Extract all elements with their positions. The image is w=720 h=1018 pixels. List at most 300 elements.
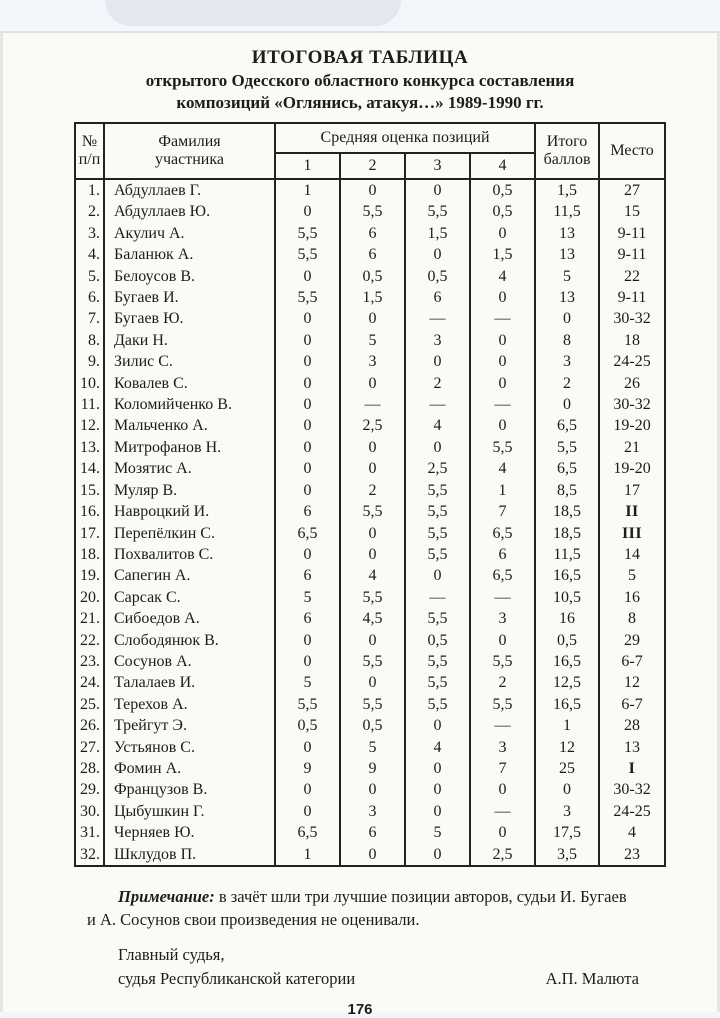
cell-num: 26.	[75, 715, 104, 736]
cell-score-2: 3	[340, 801, 405, 822]
table-row	[75, 394, 665, 415]
cell-place: 6-7	[599, 694, 665, 715]
cell-num: 21.	[75, 608, 104, 629]
header-row-1	[75, 123, 665, 153]
cell-place: 9-11	[599, 287, 665, 308]
page-number: 176	[347, 1001, 373, 1018]
document-subtitle-line1: открытого Одесского областного конкурса составления	[145, 71, 575, 90]
cell-score-3: 0	[405, 844, 470, 866]
cell-score-3: 0	[405, 437, 470, 458]
table-row	[75, 523, 665, 544]
cell-score-4: 5,5	[470, 437, 535, 458]
cell-score-3: 5,5	[405, 201, 470, 222]
cell-num: 14.	[75, 458, 104, 479]
cell-score-3: 4	[405, 737, 470, 758]
cell-total: 3	[535, 801, 599, 822]
cell-place: 13	[599, 737, 665, 758]
table-row	[75, 779, 665, 800]
cell-num: 5.	[75, 266, 104, 287]
cell-name: Перепёлкин С.	[104, 523, 275, 544]
cell-total: 11,5	[535, 201, 599, 222]
table-row	[75, 373, 665, 394]
cell-score-1: 5,5	[275, 244, 340, 265]
cell-score-2: 0	[340, 844, 405, 866]
col-header-score-3: 3	[405, 153, 470, 179]
cell-num: 2.	[75, 201, 104, 222]
cell-num: 11.	[75, 394, 104, 415]
cell-num: 8.	[75, 330, 104, 351]
cell-score-2: 0	[340, 779, 405, 800]
cell-score-3: 0	[405, 801, 470, 822]
cell-score-1: 0	[275, 737, 340, 758]
cell-total: 3,5	[535, 844, 599, 866]
cell-name: Цыбушкин Г.	[104, 801, 275, 822]
cell-score-3: 4	[405, 415, 470, 436]
cell-total: 13	[535, 287, 599, 308]
cell-score-4: 0,5	[470, 201, 535, 222]
cell-name: Ковалев С.	[104, 373, 275, 394]
cell-score-4: 2	[470, 672, 535, 693]
table-row	[75, 501, 665, 522]
cell-name: Похвалитов С.	[104, 544, 275, 565]
cell-score-1: 0	[275, 415, 340, 436]
cell-score-3: —	[405, 308, 470, 329]
cell-name: Навроцкий И.	[104, 501, 275, 522]
cell-total: 0	[535, 779, 599, 800]
cell-total: 25	[535, 758, 599, 779]
cell-total: 2	[535, 373, 599, 394]
cell-total: 1	[535, 715, 599, 736]
cell-num: 13.	[75, 437, 104, 458]
cell-total: 13	[535, 244, 599, 265]
col-header-score-2: 2	[340, 153, 405, 179]
cell-score-3: 0	[405, 565, 470, 586]
cell-place: 23	[599, 844, 665, 866]
table-row	[75, 844, 665, 866]
cell-num: 29.	[75, 779, 104, 800]
cell-score-2: 5	[340, 330, 405, 351]
cell-score-1: 0	[275, 651, 340, 672]
cell-score-1: 0	[275, 330, 340, 351]
note-line1	[87, 886, 645, 909]
cell-score-2: 0	[340, 544, 405, 565]
cell-score-1: 0	[275, 779, 340, 800]
cell-place: 30-32	[599, 394, 665, 415]
cell-score-2: 5,5	[340, 201, 405, 222]
col-header-scores-group: Средняя оценка позиций	[275, 123, 535, 153]
cell-name: Абдуллаев Г.	[104, 179, 275, 201]
table-row	[75, 179, 665, 201]
col-header-num	[75, 123, 104, 179]
cell-score-2: 3	[340, 351, 405, 372]
cell-score-2: 0,5	[340, 266, 405, 287]
cell-num: 16.	[75, 501, 104, 522]
signature-line2: судья Республиканской категории	[118, 969, 356, 988]
cell-score-3: 5,5	[405, 501, 470, 522]
cell-name: Терехов А.	[104, 694, 275, 715]
cell-score-4: 0	[470, 287, 535, 308]
cell-score-4: 1	[470, 480, 535, 501]
cell-total: 12	[535, 737, 599, 758]
cell-score-4: —	[470, 587, 535, 608]
table-row	[75, 244, 665, 265]
document-subtitle-line2: композиций «Оглянись, атакуя…» 1989-1990 гг.	[176, 92, 544, 112]
cell-place: 8	[599, 608, 665, 629]
cell-name: Сапегин А.	[104, 565, 275, 586]
cell-score-1: 6	[275, 608, 340, 629]
cell-score-4: 3	[470, 608, 535, 629]
cell-place: 5	[599, 565, 665, 586]
signature-line1: Главный судья,	[118, 945, 225, 964]
cell-score-3: 5,5	[405, 480, 470, 501]
cell-num: 31.	[75, 822, 104, 843]
cell-total: 12,5	[535, 672, 599, 693]
cell-num: 10.	[75, 373, 104, 394]
cell-num: 15.	[75, 480, 104, 501]
cell-place: 18	[599, 330, 665, 351]
cell-num: 12.	[75, 415, 104, 436]
cell-score-4: 4	[470, 458, 535, 479]
cell-total: 18,5	[535, 501, 599, 522]
cell-total: 6,5	[535, 415, 599, 436]
cell-name: Сибоедов А.	[104, 608, 275, 629]
cell-place: 26	[599, 373, 665, 394]
cell-score-4: 0	[470, 223, 535, 244]
cell-score-2: 1,5	[340, 287, 405, 308]
cell-score-2: 2	[340, 480, 405, 501]
cell-score-3: 0	[405, 758, 470, 779]
cell-score-2: 0	[340, 179, 405, 201]
table-row	[75, 630, 665, 651]
signature-name: А.П. Малюта	[545, 969, 639, 988]
cell-score-4: —	[470, 394, 535, 415]
cell-num: 20.	[75, 587, 104, 608]
signature-block	[118, 943, 639, 991]
cell-total: 0,5	[535, 630, 599, 651]
cell-score-4: 0	[470, 351, 535, 372]
cell-name: Бугаев И.	[104, 287, 275, 308]
cell-name: Баланюк А.	[104, 244, 275, 265]
col-header-total	[535, 123, 599, 179]
cell-score-2: 9	[340, 758, 405, 779]
cell-score-3: 5,5	[405, 523, 470, 544]
cell-score-2: 2,5	[340, 415, 405, 436]
cell-score-4: 1,5	[470, 244, 535, 265]
cell-name: Мальченко А.	[104, 415, 275, 436]
cell-score-2: —	[340, 394, 405, 415]
cell-place: 9-11	[599, 223, 665, 244]
cell-total: 17,5	[535, 822, 599, 843]
cell-score-3: —	[405, 394, 470, 415]
cell-total: 0	[535, 394, 599, 415]
cell-name: Митрофанов Н.	[104, 437, 275, 458]
col-header-place: Место	[599, 123, 665, 179]
cell-score-1: 5,5	[275, 287, 340, 308]
cell-total: 13	[535, 223, 599, 244]
cell-score-1: 0	[275, 373, 340, 394]
cell-score-4: 0	[470, 330, 535, 351]
table-row	[75, 801, 665, 822]
results-table	[74, 122, 666, 867]
cell-total: 16,5	[535, 565, 599, 586]
col-header-total-line2: баллов	[543, 151, 591, 168]
cell-place: 15	[599, 201, 665, 222]
cell-score-3: 5,5	[405, 651, 470, 672]
table-row	[75, 330, 665, 351]
cell-score-2: 0	[340, 458, 405, 479]
cell-num: 32.	[75, 844, 104, 866]
cell-num: 9.	[75, 351, 104, 372]
cell-score-4: 2,5	[470, 844, 535, 866]
cell-place: 6-7	[599, 651, 665, 672]
table-row	[75, 758, 665, 779]
table-row	[75, 287, 665, 308]
cell-total: 16,5	[535, 651, 599, 672]
cell-place: 9-11	[599, 244, 665, 265]
cell-score-4: 0	[470, 822, 535, 843]
cell-name: Мозятис А.	[104, 458, 275, 479]
cell-place: 30-32	[599, 779, 665, 800]
cell-total: 3	[535, 351, 599, 372]
cell-place: 28	[599, 715, 665, 736]
cell-name: Бугаев Ю.	[104, 308, 275, 329]
table-row	[75, 694, 665, 715]
cell-score-1: 6	[275, 501, 340, 522]
cell-name: Белоусов В.	[104, 266, 275, 287]
cell-place: I	[599, 758, 665, 779]
cell-name: Устьянов С.	[104, 737, 275, 758]
cell-num: 27.	[75, 737, 104, 758]
cell-total: 18,5	[535, 523, 599, 544]
cell-num: 30.	[75, 801, 104, 822]
cell-total: 5	[535, 266, 599, 287]
cell-score-1: 0	[275, 437, 340, 458]
col-header-score-1: 1	[275, 153, 340, 179]
cell-score-2: 4,5	[340, 608, 405, 629]
cell-score-4: —	[470, 801, 535, 822]
cell-place: 16	[599, 587, 665, 608]
cell-num: 7.	[75, 308, 104, 329]
cell-place: II	[599, 501, 665, 522]
cell-score-4: 7	[470, 758, 535, 779]
cell-score-1: 5,5	[275, 223, 340, 244]
cell-name: Коломийченко В.	[104, 394, 275, 415]
cell-name: Черняев Ю.	[104, 822, 275, 843]
cell-num: 25.	[75, 694, 104, 715]
table-row	[75, 608, 665, 629]
cell-place: 21	[599, 437, 665, 458]
cell-score-2: 0,5	[340, 715, 405, 736]
table-row	[75, 415, 665, 436]
table-row	[75, 587, 665, 608]
note	[87, 886, 645, 931]
cell-score-1: 0	[275, 308, 340, 329]
cell-score-2: 6	[340, 244, 405, 265]
cell-name: Сарсак С.	[104, 587, 275, 608]
cell-score-4: 0	[470, 779, 535, 800]
table-row	[75, 201, 665, 222]
cell-score-2: 6	[340, 822, 405, 843]
document-page	[0, 33, 720, 1018]
cell-name: Трейгут Э.	[104, 715, 275, 736]
cell-num: 4.	[75, 244, 104, 265]
cell-score-2: 5,5	[340, 694, 405, 715]
table-row	[75, 308, 665, 329]
table-row	[75, 715, 665, 736]
cell-score-1: 6	[275, 565, 340, 586]
cell-place: 22	[599, 266, 665, 287]
table-row	[75, 458, 665, 479]
cell-score-1: 5	[275, 587, 340, 608]
cell-score-2: 6	[340, 223, 405, 244]
cell-score-1: 6,5	[275, 822, 340, 843]
signature-line2-row	[118, 967, 639, 991]
table-row	[75, 651, 665, 672]
table-row	[75, 822, 665, 843]
cell-place: 24-25	[599, 351, 665, 372]
cell-num: 3.	[75, 223, 104, 244]
cell-score-1: 0	[275, 458, 340, 479]
cell-score-2: 5,5	[340, 587, 405, 608]
cell-score-4: 6	[470, 544, 535, 565]
cell-num: 24.	[75, 672, 104, 693]
cell-score-4: 0	[470, 415, 535, 436]
cell-score-1: 0	[275, 630, 340, 651]
cell-num: 23.	[75, 651, 104, 672]
document-title: ИТОГОВАЯ ТАБЛИЦА	[251, 47, 469, 68]
cell-score-1: 5,5	[275, 694, 340, 715]
cell-name: Фомин А.	[104, 758, 275, 779]
cell-score-3: 0	[405, 715, 470, 736]
cell-score-2: 0	[340, 630, 405, 651]
browser-tab-shape[interactable]	[105, 0, 401, 26]
cell-score-3: 0	[405, 779, 470, 800]
cell-total: 16,5	[535, 694, 599, 715]
cell-score-3: 0	[405, 351, 470, 372]
cell-score-4: 0	[470, 373, 535, 394]
table-row	[75, 544, 665, 565]
cell-score-2: 0	[340, 672, 405, 693]
cell-place: 12	[599, 672, 665, 693]
cell-score-2: 5,5	[340, 501, 405, 522]
cell-total: 10,5	[535, 587, 599, 608]
cell-score-3: 0	[405, 244, 470, 265]
cell-total: 8	[535, 330, 599, 351]
table-row	[75, 437, 665, 458]
col-header-num-line2: п/п	[78, 151, 101, 168]
cell-score-3: 0,5	[405, 266, 470, 287]
cell-score-1: 0	[275, 480, 340, 501]
note-label: Примечание:	[118, 887, 215, 906]
cell-score-4: 6,5	[470, 565, 535, 586]
cell-place: III	[599, 523, 665, 544]
cell-score-2: 0	[340, 437, 405, 458]
table-row	[75, 565, 665, 586]
cell-score-1: 9	[275, 758, 340, 779]
cell-name: Даки Н.	[104, 330, 275, 351]
results-table-body	[75, 179, 665, 866]
note-line2: и А. Сосунов свои произведения не оценивали.	[87, 909, 420, 929]
cell-score-4: 0	[470, 630, 535, 651]
cell-num: 19.	[75, 565, 104, 586]
cell-total: 6,5	[535, 458, 599, 479]
cell-score-3: 5,5	[405, 694, 470, 715]
cell-name: Муляр В.	[104, 480, 275, 501]
cell-place: 19-20	[599, 458, 665, 479]
cell-score-4: 6,5	[470, 523, 535, 544]
cell-place: 14	[599, 544, 665, 565]
cell-total: 8,5	[535, 480, 599, 501]
cell-score-4: 5,5	[470, 651, 535, 672]
cell-score-4: 4	[470, 266, 535, 287]
cell-score-3: 5,5	[405, 544, 470, 565]
cell-score-3: 3	[405, 330, 470, 351]
cell-score-1: 0	[275, 266, 340, 287]
cell-num: 1.	[75, 179, 104, 201]
cell-name: Французов В.	[104, 779, 275, 800]
cell-name: Сосунов А.	[104, 651, 275, 672]
cell-score-2: 0	[340, 373, 405, 394]
cell-place: 19-20	[599, 415, 665, 436]
cell-score-2: 0	[340, 308, 405, 329]
cell-score-2: 5,5	[340, 651, 405, 672]
cell-score-3: 5,5	[405, 672, 470, 693]
cell-score-3: 6	[405, 287, 470, 308]
cell-total: 1,5	[535, 179, 599, 201]
cell-score-3: 1,5	[405, 223, 470, 244]
cell-score-4: 7	[470, 501, 535, 522]
cell-score-2: 0	[340, 523, 405, 544]
cell-name: Зилис С.	[104, 351, 275, 372]
cell-score-1: 1	[275, 179, 340, 201]
table-row	[75, 223, 665, 244]
cell-score-3: 5	[405, 822, 470, 843]
col-header-total-line1: Итого	[546, 133, 588, 150]
cell-score-3: 2	[405, 373, 470, 394]
cell-score-3: 2,5	[405, 458, 470, 479]
cell-name: Шклудов П.	[104, 844, 275, 866]
col-header-name-line2: участника	[155, 151, 224, 168]
results-table-header	[75, 123, 665, 179]
cell-total: 11,5	[535, 544, 599, 565]
col-header-name-line1: Фамилия	[158, 133, 221, 150]
cell-score-1: 0	[275, 201, 340, 222]
cell-place: 30-32	[599, 308, 665, 329]
cell-name: Слободянюк В.	[104, 630, 275, 651]
cell-place: 27	[599, 179, 665, 201]
table-row	[75, 351, 665, 372]
cell-name: Талалаев И.	[104, 672, 275, 693]
cell-total: 5,5	[535, 437, 599, 458]
cell-place: 29	[599, 630, 665, 651]
cell-score-4: —	[470, 308, 535, 329]
cell-score-4: 5,5	[470, 694, 535, 715]
cell-score-1: 6,5	[275, 523, 340, 544]
cell-num: 28.	[75, 758, 104, 779]
table-row	[75, 737, 665, 758]
cell-place: 17	[599, 480, 665, 501]
cell-total: 0	[535, 308, 599, 329]
cell-score-2: 5	[340, 737, 405, 758]
cell-score-4: 0,5	[470, 179, 535, 201]
cell-score-1: 1	[275, 844, 340, 866]
cell-num: 18.	[75, 544, 104, 565]
cell-place: 4	[599, 822, 665, 843]
cell-num: 6.	[75, 287, 104, 308]
cell-score-1: 5	[275, 672, 340, 693]
cell-score-3: 5,5	[405, 608, 470, 629]
cell-total: 16	[535, 608, 599, 629]
